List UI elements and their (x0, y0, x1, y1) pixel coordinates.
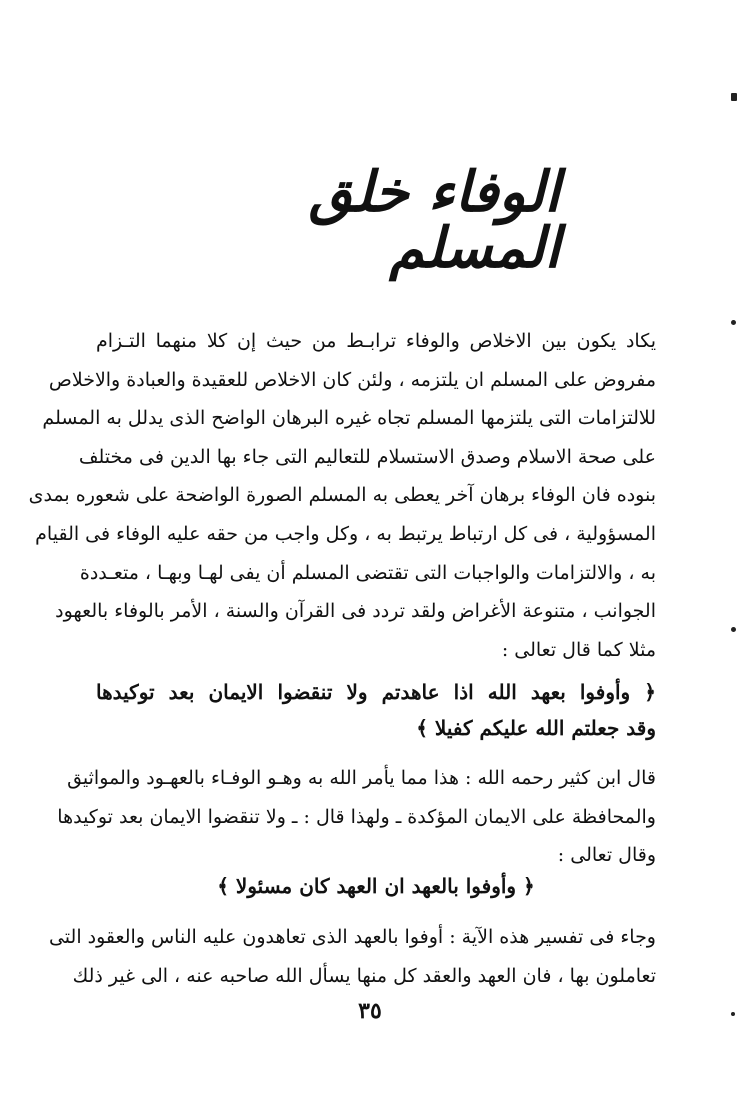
margin-mark (731, 93, 737, 101)
text-line: على صحة الاسلام وصدق الاستسلام للتعاليم التى جاء بها الدين فى مختلف (78, 445, 656, 468)
text-line: وجاء فى تفسير هذه الآية : أوفوا بالعهد الذى تعاهدون عليه الناس والعقود التى (48, 926, 656, 948)
margin-mark (731, 1012, 735, 1016)
quran-verse-1 (96, 674, 656, 746)
paragraph-commentary (57, 759, 656, 875)
chapter-title: الوفاء خلق المسلم (308, 159, 560, 281)
text-line: والمحافظة على الايمان المؤكدة ـ ولهذا قال : ـ ولا تنقضوا الايمان بعد توكيدها (57, 805, 656, 828)
text-line: قال ابن كثير رحمه الله : هذا مما يأمر الله به وهـو الوفـاء بالعهـود والمواثيق (67, 767, 656, 789)
verse-line: ﴿ وأوفوا بالعهد ان العهد كان مسئولا ﴾ (217, 874, 535, 898)
text-line: يكاد يكون بين الاخلاص والوفاء ترابـط من حيث إن كلا منهما التـزام (96, 330, 656, 352)
verse-line: وقد جعلتم الله عليكم كفيلا ﴾ (416, 716, 656, 740)
margin-mark (731, 627, 736, 632)
text-line: بنوده فان الوفاء برهان آخر يعطى به المسلم الصورة الواضحة على شعوره بمدى (28, 484, 656, 507)
text-line: تعاملون بها ، فان العهد والعقد كل منها يسأل الله صاحبه عنه ، الى غير ذلك (72, 964, 656, 987)
margin-mark (731, 320, 736, 325)
text-line: المسؤولية ، فى كل ارتباط يرتبط به ، وكل واجب من حقه عليه الوفاء فى القيام (35, 522, 656, 545)
text-line: مفروض على المسلم ان يلتزمه ، ولئن كان الاخلاص للعقيدة والعبادة والاخلاص (48, 368, 656, 391)
text-line: مثلا كما قال تعالى : (501, 638, 656, 661)
paragraph-intro (28, 322, 656, 669)
text-line: به ، والالتزامات والواجبات التى تقتضى المسلم أن يفى لهـا وبهـا ، متعـددة (79, 561, 656, 584)
text-line: وقال تعالى : (557, 844, 656, 867)
page-number: ٣٥ (358, 998, 382, 1024)
text-line: الجوانب ، متنوعة الأغراض ولقد تردد فى القرآن والسنة ، الأمر بالوفاء بالعهود (55, 600, 656, 623)
quran-verse-2 (96, 868, 656, 904)
paragraph-tafsir (48, 918, 656, 995)
verse-line: ﴿ وأوفوا بعهد الله اذا عاهدتم ولا تنقضوا الايمان بعد توكيدها (96, 680, 656, 704)
text-line: للالتزامات التى يلتزمها المسلم تجاه غيره البرهان الواضح الذى يدلل به المسلم (42, 407, 656, 430)
